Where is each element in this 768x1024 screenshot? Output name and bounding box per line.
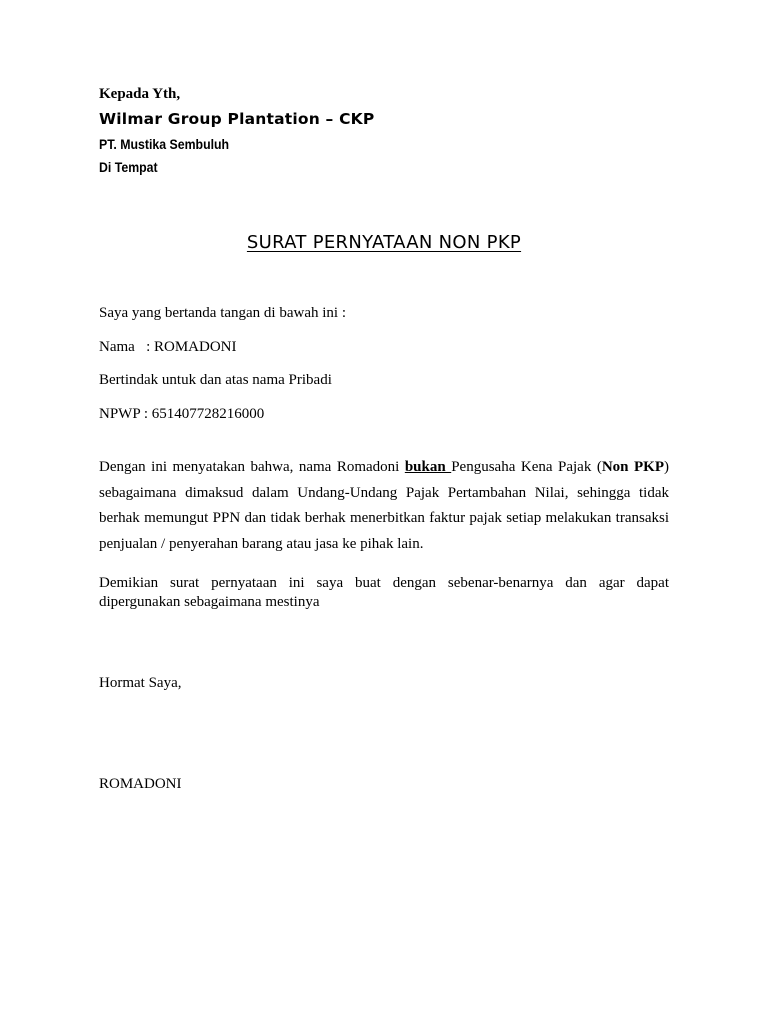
- statement-paragraph: [99, 455, 669, 557]
- signer-name: ROMADONI: [99, 776, 182, 792]
- intro-text: Saya yang bertanda tangan di bawah ini :: [99, 305, 347, 321]
- name-field: Nama : ROMADONI: [99, 339, 237, 355]
- closing-paragraph: Demikian surat pernyataan ini saya buat dengan sebenar-benarnya dan agar dapat dipergunakan sebagaimana mestinya: [99, 575, 669, 610]
- addressee-greeting: Kepada Yth,: [99, 86, 181, 102]
- addressee-pt: PT. Mustika Sembuluh: [99, 136, 230, 152]
- statement-abbreviation: Non PKP: [601, 459, 664, 475]
- statement-part-1: Dengan ini menyatakan bahwa, nama Romadoni: [99, 459, 405, 475]
- statement-part-3: ) sebagaimana dimaksud dalam Undang-Undang Pajak Pertambahan Nilai, sehingga tidak berhak memungut PPN dan tidak berhak menerbitkan faktur pajak setiap melakukan transaksi penjualan / penyerahan barang atau jasa ke pihak lain.: [99, 459, 669, 552]
- document-title: SURAT PERNYATAAN NON PKP: [246, 232, 522, 253]
- statement-emphasis: bukan: [404, 459, 452, 475]
- statement-part-2: Pengusaha Kena Pajak (: [451, 459, 602, 475]
- npwp-field: NPWP : 651407728216000: [99, 406, 265, 422]
- regards-text: Hormat Saya,: [99, 675, 182, 691]
- addressee-place: Di Tempat: [99, 159, 158, 175]
- addressee-company: Wilmar Group Plantation – CKP: [99, 110, 375, 128]
- acting-field: Bertindak untuk dan atas nama Pribadi: [99, 372, 332, 388]
